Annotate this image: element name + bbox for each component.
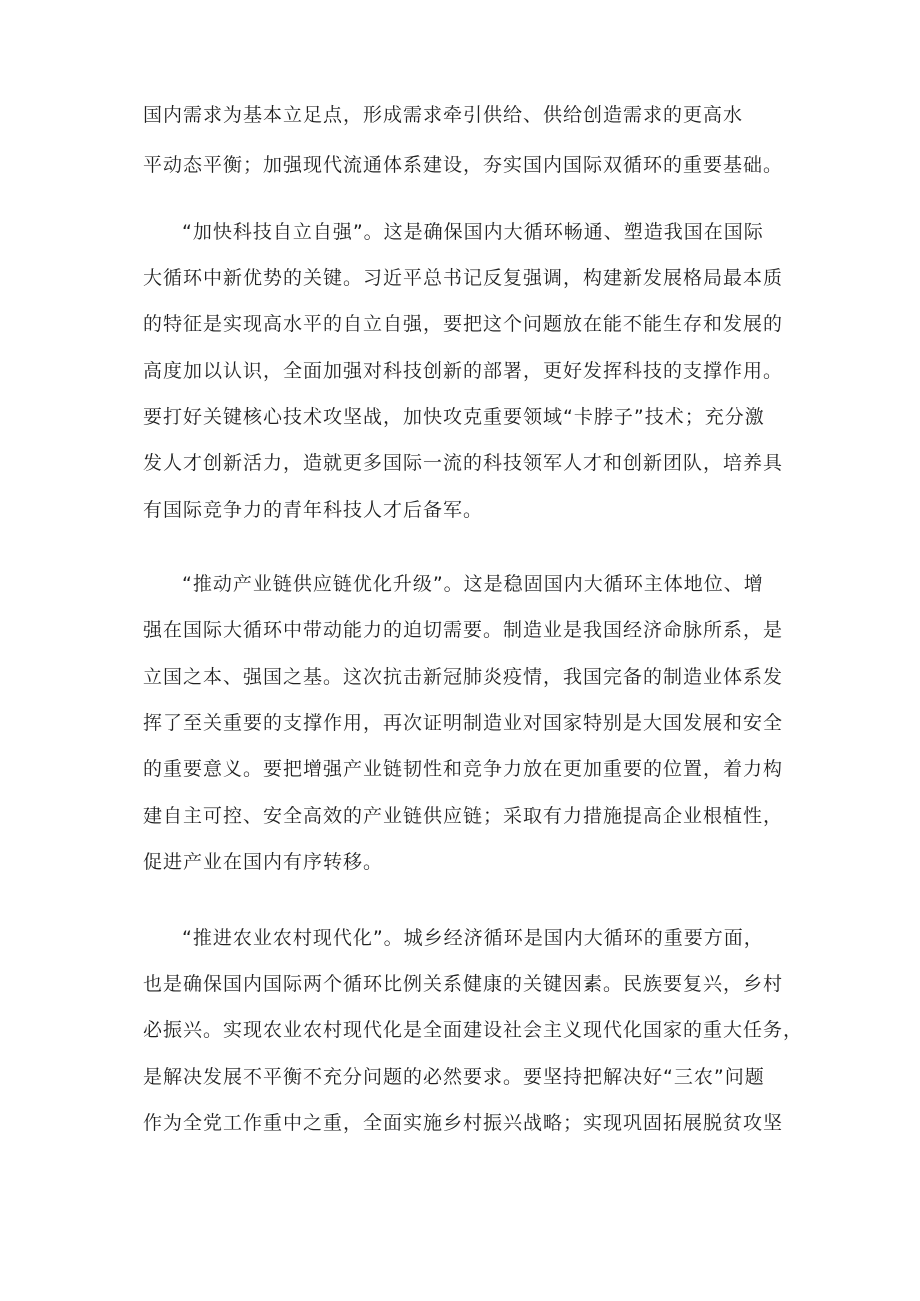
- text-line: 必振兴。实现农业农村现代化是全面建设社会主义现代化国家的重大任务，: [143, 1019, 804, 1041]
- text-line: 立国之本、强国之基。这次抗击新冠肺炎疫情，我国完备的制造业体系发: [143, 666, 784, 688]
- text-line: 的重要意义。要把增强产业链韧性和竞争力放在更加重要的位置，着力构: [143, 758, 784, 780]
- text-line: 作为全党工作重中之重，全面实施乡村振兴战略；实现巩固拓展脱贫攻坚: [143, 1112, 784, 1134]
- text-line: 发人才创新活力，造就更多国际一流的科技领军人才和创新团队，培养具: [143, 452, 784, 474]
- text-line: 是解决发展不平衡不充分问题的必然要求。要坚持把解决好“三农”问题: [143, 1066, 765, 1088]
- text-line: 也是确保国内国际两个循环比例关系健康的关键因素。民族要复兴，乡村: [143, 973, 784, 995]
- text-line: 挥了至关重要的支撑作用，再次证明制造业对国家特别是大国发展和安全: [143, 712, 784, 734]
- text-line: 高度加以认识，全面加强对科技创新的部署，更好发挥科技的支撑作用。: [143, 360, 784, 382]
- paragraph-heading-line: “推进农业农村现代化”。城乡经济循环是国内大循环的重要方面，: [182, 927, 764, 949]
- text-line: 强在国际大循环中带动能力的迫切需要。制造业是我国经济命脉所系，是: [143, 619, 784, 641]
- text-line: 的特征是实现高水平的自立自强，要把这个问题放在能不能生存和发展的: [143, 313, 784, 335]
- paragraph-heading-line: “加快科技自立自强”。这是确保国内大循环畅通、塑造我国在国际: [182, 221, 764, 243]
- text-line: 大循环中新优势的关键。习近平总书记反复强调，构建新发展格局最本质: [143, 267, 784, 289]
- text-line: 平动态平衡；加强现代流通体系建设，夯实国内国际双循环的重要基础。: [143, 154, 784, 176]
- text-line: 国内需求为基本立足点，形成需求牵引供给、供给创造需求的更高水: [143, 104, 744, 126]
- text-line: 有国际竞争力的青年科技人才后备军。: [143, 499, 484, 521]
- text-line: 要打好关键核心技术攻坚战，加快攻克重要领域“卡脖子”技术；充分激: [143, 406, 765, 428]
- text-line: 建自主可控、安全高效的产业链供应链；采取有力措施提高企业根植性，: [143, 805, 784, 827]
- paragraph-heading-line: “推动产业链供应链优化升级”。这是稳固国内大循环主体地位、增: [182, 573, 764, 595]
- text-line: 促进产业在国内有序转移。: [143, 851, 384, 873]
